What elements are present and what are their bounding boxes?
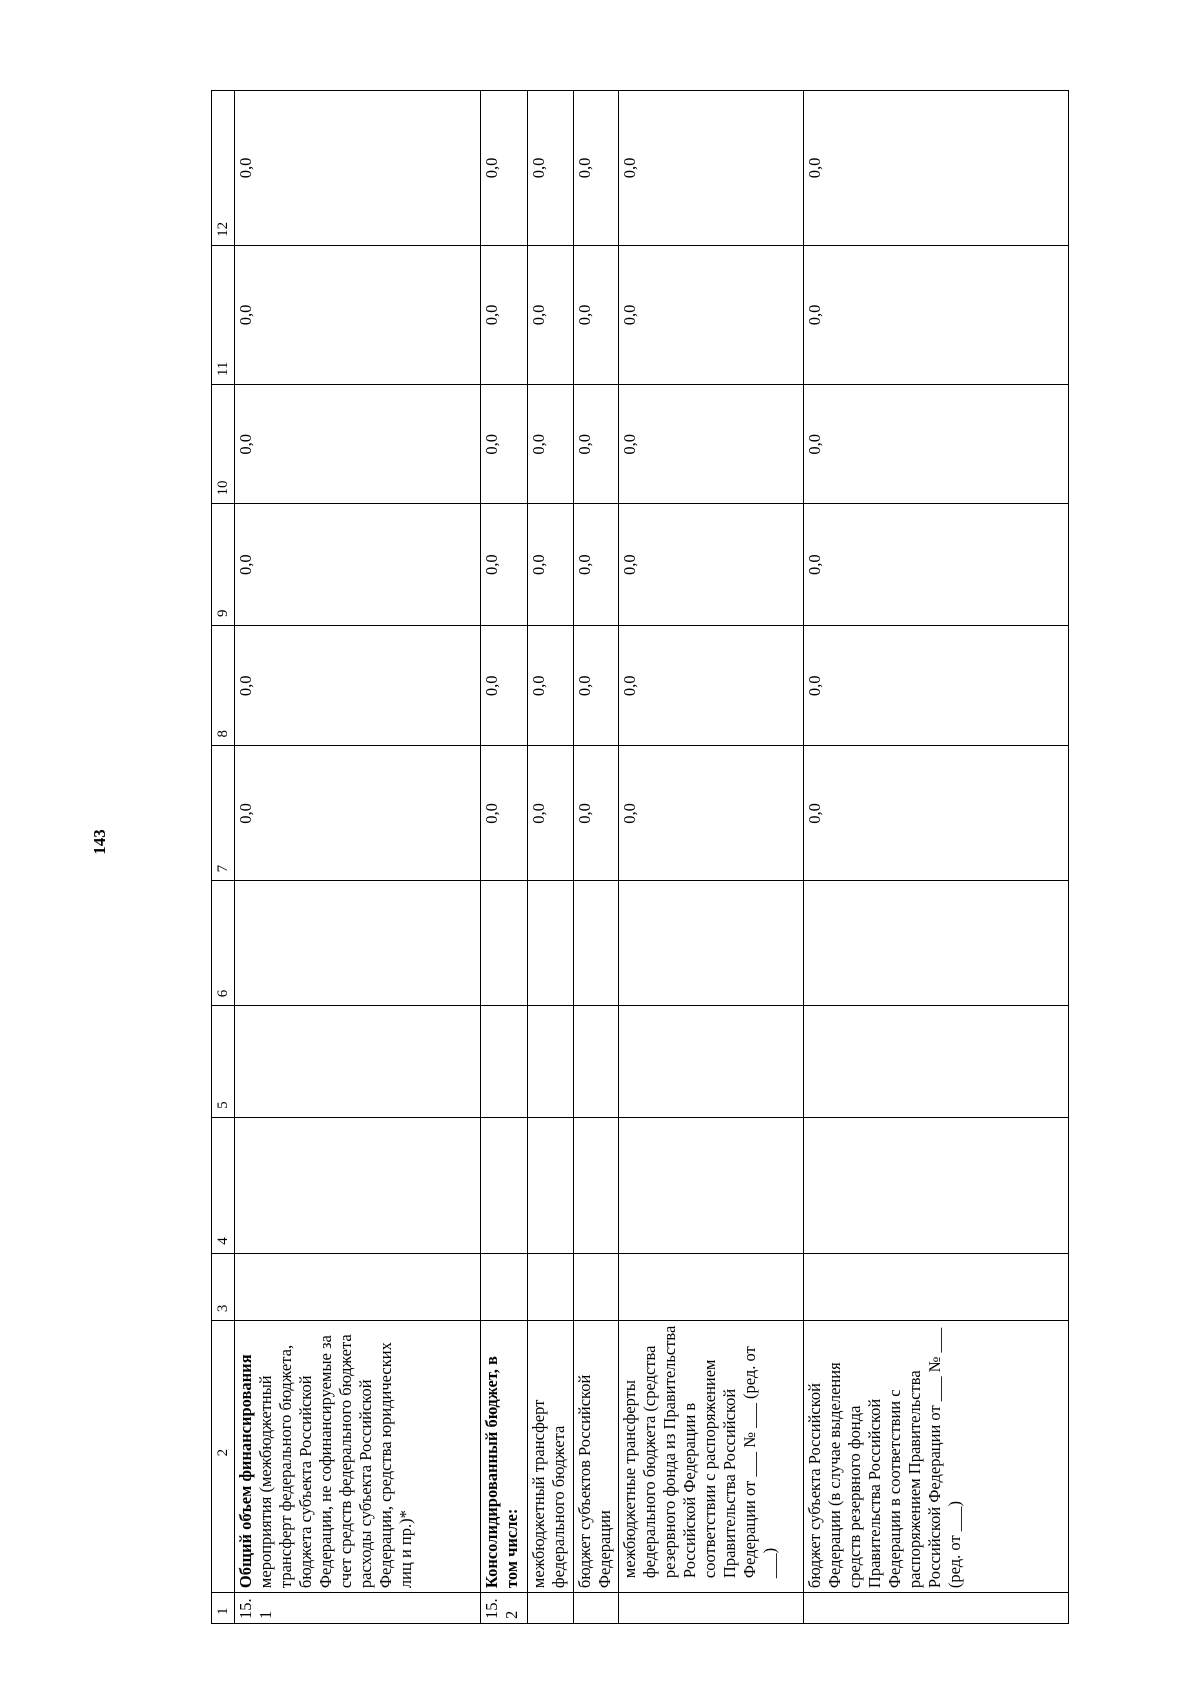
empty-cell (235, 1117, 481, 1253)
empty-cell (619, 881, 804, 1006)
table-row (528, 91, 574, 1624)
value-cell: 0,0 (235, 91, 481, 246)
header-cell: 1 (212, 1593, 235, 1624)
value-cell: 0,0 (619, 626, 804, 746)
page-number: 143 (90, 829, 109, 855)
row-label (619, 1321, 804, 1593)
header-cell: 10 (212, 385, 235, 504)
table-row (574, 91, 619, 1624)
row-label-text: межбюджетный трансферт федерального бюджета (529, 1399, 568, 1589)
row-label-text: бюджет субъектов Российской Федерации (575, 1374, 614, 1589)
value-cell: 0,0 (235, 746, 481, 881)
empty-cell (574, 1253, 619, 1320)
value-cell: 0,0 (574, 626, 619, 746)
row-label-bold: Консолидированный бюджет, в том числе: (482, 1356, 521, 1589)
row-label (804, 1321, 1069, 1593)
value-cell: 0,0 (481, 385, 528, 504)
value-cell: 0,0 (235, 385, 481, 504)
value-cell: 0,0 (804, 245, 1069, 384)
value-cell: 0,0 (574, 385, 619, 504)
empty-cell (804, 1006, 1069, 1118)
value-cell: 0,0 (804, 91, 1069, 246)
row-label-text: межбюджетные трансферты федерального бюджета (средства резервного фонда из Правительства Российской Федерации в соответствии с распоряжением Правительства Российской Федерации от ___ № ___ (ред. от ___) (620, 1325, 779, 1579)
value-cell: 0,0 (481, 504, 528, 626)
value-cell: 0,0 (574, 746, 619, 881)
empty-cell (235, 881, 481, 1006)
value-cell: 0,0 (235, 245, 481, 384)
value-cell: 0,0 (481, 245, 528, 384)
value-cell: 0,0 (804, 385, 1069, 504)
header-row (212, 91, 235, 1624)
value-cell: 0,0 (481, 91, 528, 246)
value-cell: 0,0 (619, 504, 804, 626)
empty-cell (481, 1006, 528, 1118)
row-label (235, 1321, 481, 1593)
empty-cell (235, 1006, 481, 1118)
empty-cell (619, 1253, 804, 1320)
value-cell: 0,0 (574, 245, 619, 384)
value-cell: 0,0 (528, 746, 574, 881)
value-cell: 0,0 (528, 245, 574, 384)
empty-cell (528, 881, 574, 1006)
empty-cell (574, 1117, 619, 1253)
empty-cell (619, 1006, 804, 1118)
value-cell: 0,0 (481, 626, 528, 746)
row-label-text: бюджет субъекта Российской Федерации (в случае выделения средств резервного фонда Правительства Российской Федерации в соответствии с распоряжением Правительства Российской Федерации от ___ № ___ (ред. от ___) (805, 1327, 964, 1589)
row-label (528, 1321, 574, 1593)
empty-cell (481, 1117, 528, 1253)
header-cell: 6 (212, 881, 235, 1006)
empty-cell (804, 1253, 1069, 1320)
header-cell: 8 (212, 626, 235, 746)
row-number (528, 1593, 574, 1624)
value-cell: 0,0 (528, 504, 574, 626)
value-cell: 0,0 (574, 504, 619, 626)
value-cell: 0,0 (235, 504, 481, 626)
value-cell: 0,0 (619, 385, 804, 504)
value-cell: 0,0 (804, 626, 1069, 746)
header-cell: 4 (212, 1117, 235, 1253)
table-row (481, 91, 528, 1624)
empty-cell (528, 1117, 574, 1253)
empty-cell (481, 1253, 528, 1320)
header-cell: 9 (212, 504, 235, 626)
row-number (574, 1593, 619, 1624)
header-cell: 5 (212, 1006, 235, 1118)
value-cell: 0,0 (804, 746, 1069, 881)
row-number: 15.1 (235, 1593, 481, 1624)
value-cell: 0,0 (804, 504, 1069, 626)
empty-cell (235, 1253, 481, 1320)
value-cell: 0,0 (619, 245, 804, 384)
value-cell: 0,0 (528, 626, 574, 746)
table-row (804, 91, 1069, 1624)
row-number (619, 1593, 804, 1624)
empty-cell (528, 1253, 574, 1320)
value-cell: 0,0 (481, 746, 528, 881)
table-row (235, 91, 481, 1624)
empty-cell (619, 1117, 804, 1253)
header-cell: 3 (212, 1253, 235, 1320)
row-label (574, 1321, 619, 1593)
value-cell: 0,0 (619, 91, 804, 246)
value-cell: 0,0 (528, 385, 574, 504)
header-cell: 7 (212, 746, 235, 881)
row-number (804, 1593, 1069, 1624)
empty-cell (804, 1117, 1069, 1253)
row-label (481, 1321, 528, 1593)
row-label-bold: Общий объем финансирования (236, 1354, 255, 1589)
empty-cell (481, 881, 528, 1006)
value-cell: 0,0 (528, 91, 574, 246)
empty-cell (574, 1006, 619, 1118)
table-row (619, 91, 804, 1624)
value-cell: 0,0 (235, 626, 481, 746)
empty-cell (574, 881, 619, 1006)
row-label-text: мероприятия (межбюджетный трансферт федерального бюджета, бюджета субъекта Российской Федерации, не софинансируемые за счет средств федерального бюджета расходы субъекта Российской Федерации, средства юридических лиц и пр.)* (256, 1334, 415, 1589)
header-cell: 2 (212, 1321, 235, 1593)
header-cell: 11 (212, 245, 235, 384)
value-cell: 0,0 (619, 746, 804, 881)
empty-cell (528, 1006, 574, 1118)
empty-cell (804, 881, 1069, 1006)
rotated-page (211, 90, 1045, 1624)
row-number: 15.2 (481, 1593, 528, 1624)
financing-table (211, 90, 1069, 1624)
value-cell: 0,0 (574, 91, 619, 246)
header-cell: 12 (212, 91, 235, 246)
